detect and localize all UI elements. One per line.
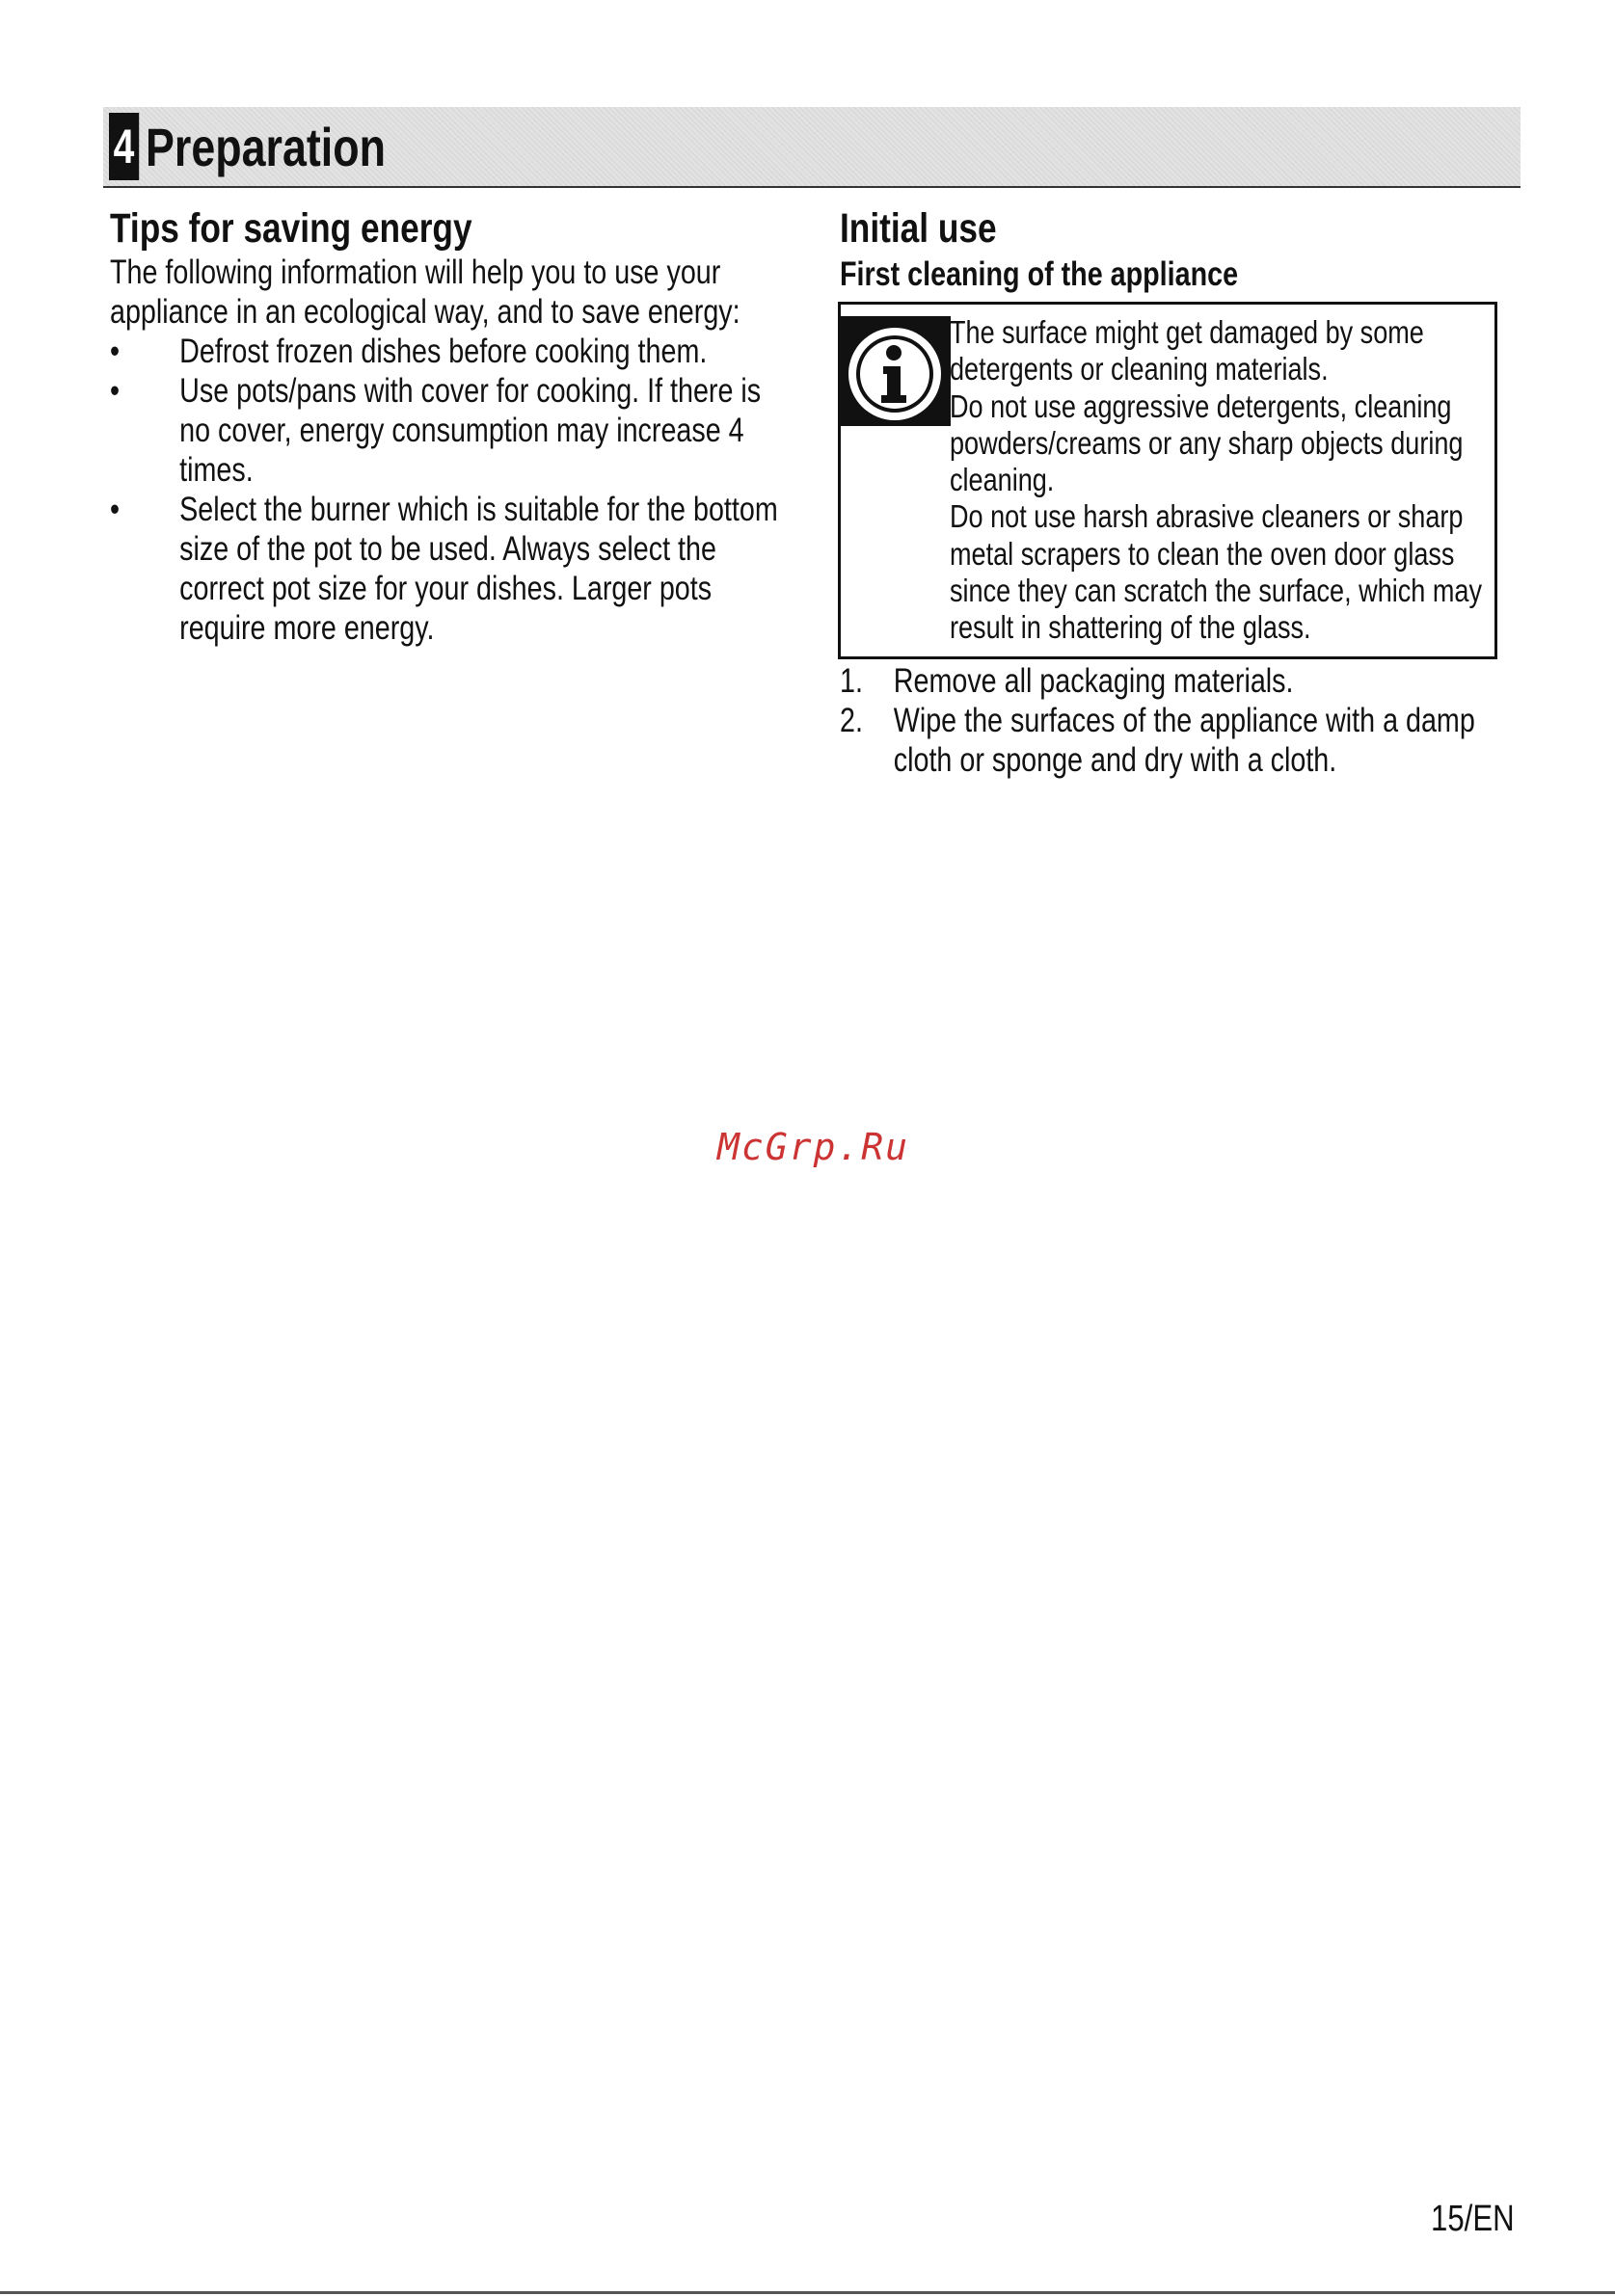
tips-body	[110, 253, 797, 648]
info-note-text	[950, 314, 1495, 647]
bullet-dot: •	[110, 372, 121, 410]
watermark: McGrp.Ru	[717, 1126, 910, 1168]
list-item	[840, 701, 1496, 780]
tips-list	[110, 332, 797, 648]
list-item	[110, 332, 797, 371]
bullet-dot: •	[110, 491, 121, 528]
chapter-title: Preparation	[145, 116, 386, 177]
info-note-line: Do not use harsh abrasive cleaners or sharp metal scrapers to clean the oven door glass since they can scratch the surface, which may result in shattering of the glass.	[950, 498, 1482, 646]
tips-section	[110, 204, 804, 648]
list-item	[110, 371, 797, 490]
info-note-box	[838, 302, 1497, 659]
tips-intro: The following information will help you to use your appliance in an ecological way, and to save energy:	[110, 254, 740, 331]
tips-heading: Tips for saving energy	[110, 205, 472, 252]
bullet-dot: •	[110, 333, 121, 370]
step-text: Remove all packaging materials.	[893, 662, 1294, 700]
initial-use-section	[840, 204, 1505, 297]
initial-use-heading: Initial use	[840, 205, 997, 252]
info-note-line: Do not use aggressive detergents, cleaning powders/creams or any sharp objects during cleaning.	[950, 387, 1464, 498]
list-item-text: Defrost frozen dishes before cooking them.	[179, 333, 708, 370]
chapter-header	[103, 107, 1521, 188]
list-item-text: Use pots/pans with cover for cooking. If there is no cover, energy consumption may increase 4 times.	[179, 372, 762, 489]
info-note-line: The surface might get damaged by some detergents or cleaning materials.	[950, 314, 1424, 387]
step-number: 1.	[840, 662, 863, 700]
chapter-number: 4	[109, 113, 139, 180]
list-item-text: Select the burner which is suitable for the bottom size of the pot to be used. Always select the correct pot size for your dishes. Larger pots require more energy.	[179, 491, 778, 647]
first-cleaning-heading: First cleaning of the appliance	[840, 255, 1239, 293]
step-number: 2.	[840, 702, 863, 739]
info-icon	[841, 316, 951, 426]
list-item	[110, 490, 797, 648]
list-item	[840, 661, 1496, 701]
footer-rule	[0, 2291, 1615, 2294]
page-number: 15/EN	[1431, 2199, 1515, 2239]
step-text: Wipe the surfaces of the appliance with a damp cloth or sponge and dry with a cloth.	[893, 702, 1475, 779]
cleaning-steps	[840, 661, 1496, 780]
